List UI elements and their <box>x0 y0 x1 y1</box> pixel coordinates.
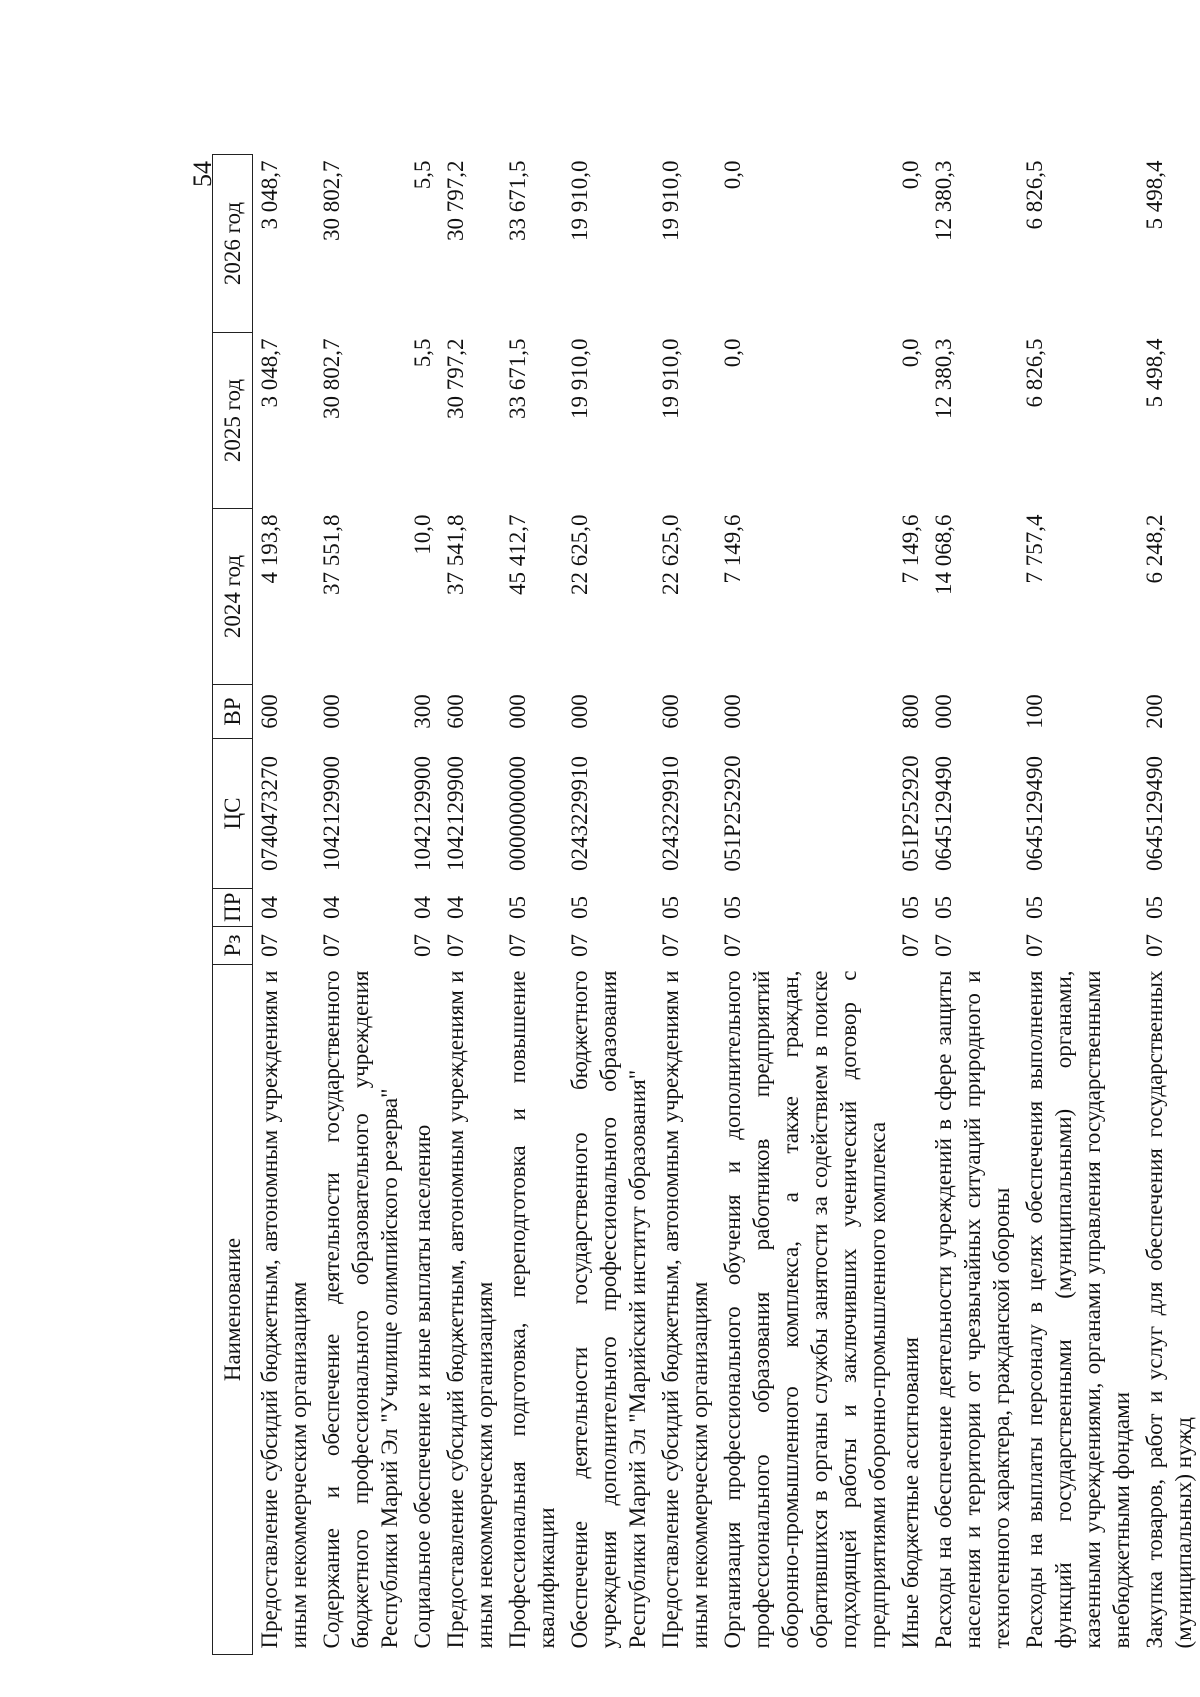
row-amount-2026: 6 826,5 <box>1022 160 1047 230</box>
row-rz: 07 <box>319 934 344 957</box>
row-pr: 04 <box>257 896 282 919</box>
row-amount-2024: 7 149,6 <box>720 514 745 584</box>
row-vr: 600 <box>443 694 468 729</box>
table-row <box>501 155 563 1655</box>
row-amount-2026: 33 671,5 <box>505 160 530 241</box>
row-cs: 0243229910 <box>658 756 683 871</box>
row-rz: 07 <box>898 934 923 957</box>
row-cs: 051P252920 <box>898 755 923 872</box>
table-body <box>253 155 1200 1655</box>
row-rz: 07 <box>505 934 530 957</box>
row-amount-2025: 30 802,7 <box>319 338 344 419</box>
table-row <box>563 155 654 1655</box>
row-amount-2026: 19 910,0 <box>567 160 592 241</box>
header-rz: Рз <box>213 927 253 965</box>
row-amount-2026: 30 797,2 <box>443 160 468 241</box>
row-pr: 04 <box>319 896 344 919</box>
row-cs: 1042129900 <box>410 756 435 871</box>
row-amount-2024: 14 068,6 <box>931 514 956 595</box>
row-vr: 600 <box>658 694 683 729</box>
table-row <box>716 155 894 1655</box>
row-pr: 05 <box>720 896 745 919</box>
row-cs: 0243229910 <box>567 756 592 871</box>
table-row <box>406 155 439 1655</box>
row-name: Профессиональная подготовка, переподготовка и повышение квалификации <box>505 970 559 1649</box>
row-amount-2025: 12 380,3 <box>931 338 956 419</box>
row-vr: 000 <box>931 694 956 729</box>
row-amount-2026: 5,5 <box>410 160 435 190</box>
row-pr: 05 <box>658 896 683 919</box>
row-amount-2026: 12 380,3 <box>931 160 956 241</box>
row-vr: 000 <box>319 694 344 729</box>
row-amount-2025: 5 498,4 <box>1142 338 1167 408</box>
row-amount-2025: 0,0 <box>898 338 923 368</box>
page-number: 54 <box>188 161 217 187</box>
table-row <box>315 155 406 1655</box>
row-cs: 1042129900 <box>443 756 468 871</box>
table-header-row <box>213 155 253 1655</box>
row-name: Иные бюджетные ассигнования <box>898 1337 923 1649</box>
header-cs: ЦС <box>213 739 253 889</box>
row-amount-2024: 22 625,0 <box>658 514 683 595</box>
row-amount-2024: 7 149,6 <box>898 514 923 584</box>
row-amount-2024: 4 193,8 <box>257 514 282 584</box>
header-name: Наименование <box>213 965 253 1655</box>
row-vr: 000 <box>505 694 530 729</box>
table-row <box>894 155 927 1655</box>
budget-table <box>212 154 1200 1655</box>
row-rz: 07 <box>1022 934 1047 957</box>
row-amount-2024: 6 248,2 <box>1142 514 1167 584</box>
row-pr: 05 <box>505 896 530 919</box>
table-row <box>1018 155 1138 1655</box>
row-amount-2025: 0,0 <box>720 338 745 368</box>
header-2025: 2025 год <box>213 333 253 509</box>
row-name: Социальное обеспечение и иные выплаты населению <box>410 1124 435 1649</box>
row-name: Предоставление субсидий бюджетным, автономным учреждениям и иным некоммерческим организациям <box>658 970 712 1649</box>
row-cs: 1042129900 <box>319 756 344 871</box>
row-amount-2024: 7 757,4 <box>1022 514 1047 584</box>
table-row <box>654 155 716 1655</box>
row-amount-2025: 5,5 <box>410 338 435 368</box>
row-rz: 07 <box>658 934 683 957</box>
row-pr: 05 <box>1022 896 1047 919</box>
header-2026: 2026 год <box>213 155 253 333</box>
row-cs: 0645129490 <box>931 756 956 871</box>
header-vr: ВР <box>213 685 253 739</box>
row-amount-2026: 0,0 <box>898 160 923 190</box>
row-pr: 05 <box>898 896 923 919</box>
row-name: Содержание и обеспечение деятельности государственного бюджетного профессионального образовательного учреждения Республики Марий Эл "Училище олимпийского резерва" <box>319 970 402 1649</box>
row-vr: 200 <box>1142 694 1167 729</box>
row-amount-2025: 19 910,0 <box>658 338 683 419</box>
row-name: Расходы на выплаты персоналу в целях обеспечения выполнения функций государственными (муниципальными) органами, казенными учреждениями, органами управления государственными внебюджетными фондами <box>1022 970 1134 1649</box>
header-2024: 2024 год <box>213 509 253 685</box>
row-vr: 300 <box>410 694 435 729</box>
row-amount-2025: 19 910,0 <box>567 338 592 419</box>
row-cs: 051P252920 <box>720 755 745 872</box>
row-cs: 0645129490 <box>1142 756 1167 871</box>
row-amount-2026: 0,0 <box>720 160 745 190</box>
row-vr: 000 <box>720 694 745 729</box>
row-rz: 07 <box>257 934 282 957</box>
header-pr: ПР <box>213 889 253 927</box>
row-name: Закупка товаров, работ и услуг для обеспечения государственных (муниципальных) нужд <box>1142 970 1196 1649</box>
table-row <box>439 155 501 1655</box>
row-amount-2025: 33 671,5 <box>505 338 530 419</box>
row-pr: 04 <box>443 896 468 919</box>
row-cs: 0000000000 <box>505 756 530 871</box>
row-vr: 800 <box>898 694 923 729</box>
row-amount-2024: 22 625,0 <box>567 514 592 595</box>
row-amount-2024: 37 541,8 <box>443 514 468 595</box>
row-rz: 07 <box>931 934 956 957</box>
row-pr: 05 <box>1142 896 1167 919</box>
row-cs: 0645129490 <box>1022 756 1047 871</box>
rotated-page <box>188 155 1196 1655</box>
row-name: Предоставление субсидий бюджетным, автономным учреждениям и иным некоммерческим организациям <box>443 970 497 1649</box>
row-rz: 07 <box>443 934 468 957</box>
row-amount-2024: 45 412,7 <box>505 514 530 595</box>
row-cs: 0740473270 <box>257 756 282 871</box>
row-pr: 05 <box>931 896 956 919</box>
row-amount-2026: 5 498,4 <box>1142 160 1167 230</box>
row-pr: 05 <box>567 896 592 919</box>
row-rz: 07 <box>410 934 435 957</box>
row-amount-2024: 10,0 <box>410 514 435 555</box>
table-row <box>927 155 1018 1655</box>
row-amount-2025: 6 826,5 <box>1022 338 1047 408</box>
row-name: Организация профессионального обучения и дополнительного профессионального образования работников предприятий оборонно-промышленного комплекса, а также граждан, обратившихся в органы службы занятости за содействием в поиске подходящей работы и заключивших ученический договор с предприятиями оборонно-промышленного комплекса <box>720 970 890 1649</box>
row-amount-2024: 37 551,8 <box>319 514 344 595</box>
row-amount-2025: 30 797,2 <box>443 338 468 419</box>
row-pr: 04 <box>410 896 435 919</box>
row-vr: 000 <box>567 694 592 729</box>
row-vr: 600 <box>257 694 282 729</box>
row-vr: 100 <box>1022 694 1047 729</box>
row-name: Расходы на обеспечение деятельности учреждений в сфере защиты населения и территории от чрезвычайных ситуаций природного и техногенного характера, гражданской обороны <box>931 970 1014 1649</box>
row-name: Обеспечение деятельности государственного бюджетного учреждения дополнительного профессионального образования Республики Марий Эл "Марийский институт образования" <box>567 970 650 1649</box>
row-amount-2026: 3 048,7 <box>257 160 282 230</box>
row-amount-2026: 19 910,0 <box>658 160 683 241</box>
row-rz: 07 <box>1142 934 1167 957</box>
row-amount-2025: 3 048,7 <box>257 338 282 408</box>
row-amount-2026: 30 802,7 <box>319 160 344 241</box>
row-rz: 07 <box>720 934 745 957</box>
table-row <box>253 155 316 1655</box>
table-row <box>1138 155 1200 1655</box>
row-name: Предоставление субсидий бюджетным, автономным учреждениям и иным некоммерческим организациям <box>257 970 311 1649</box>
row-rz: 07 <box>567 934 592 957</box>
